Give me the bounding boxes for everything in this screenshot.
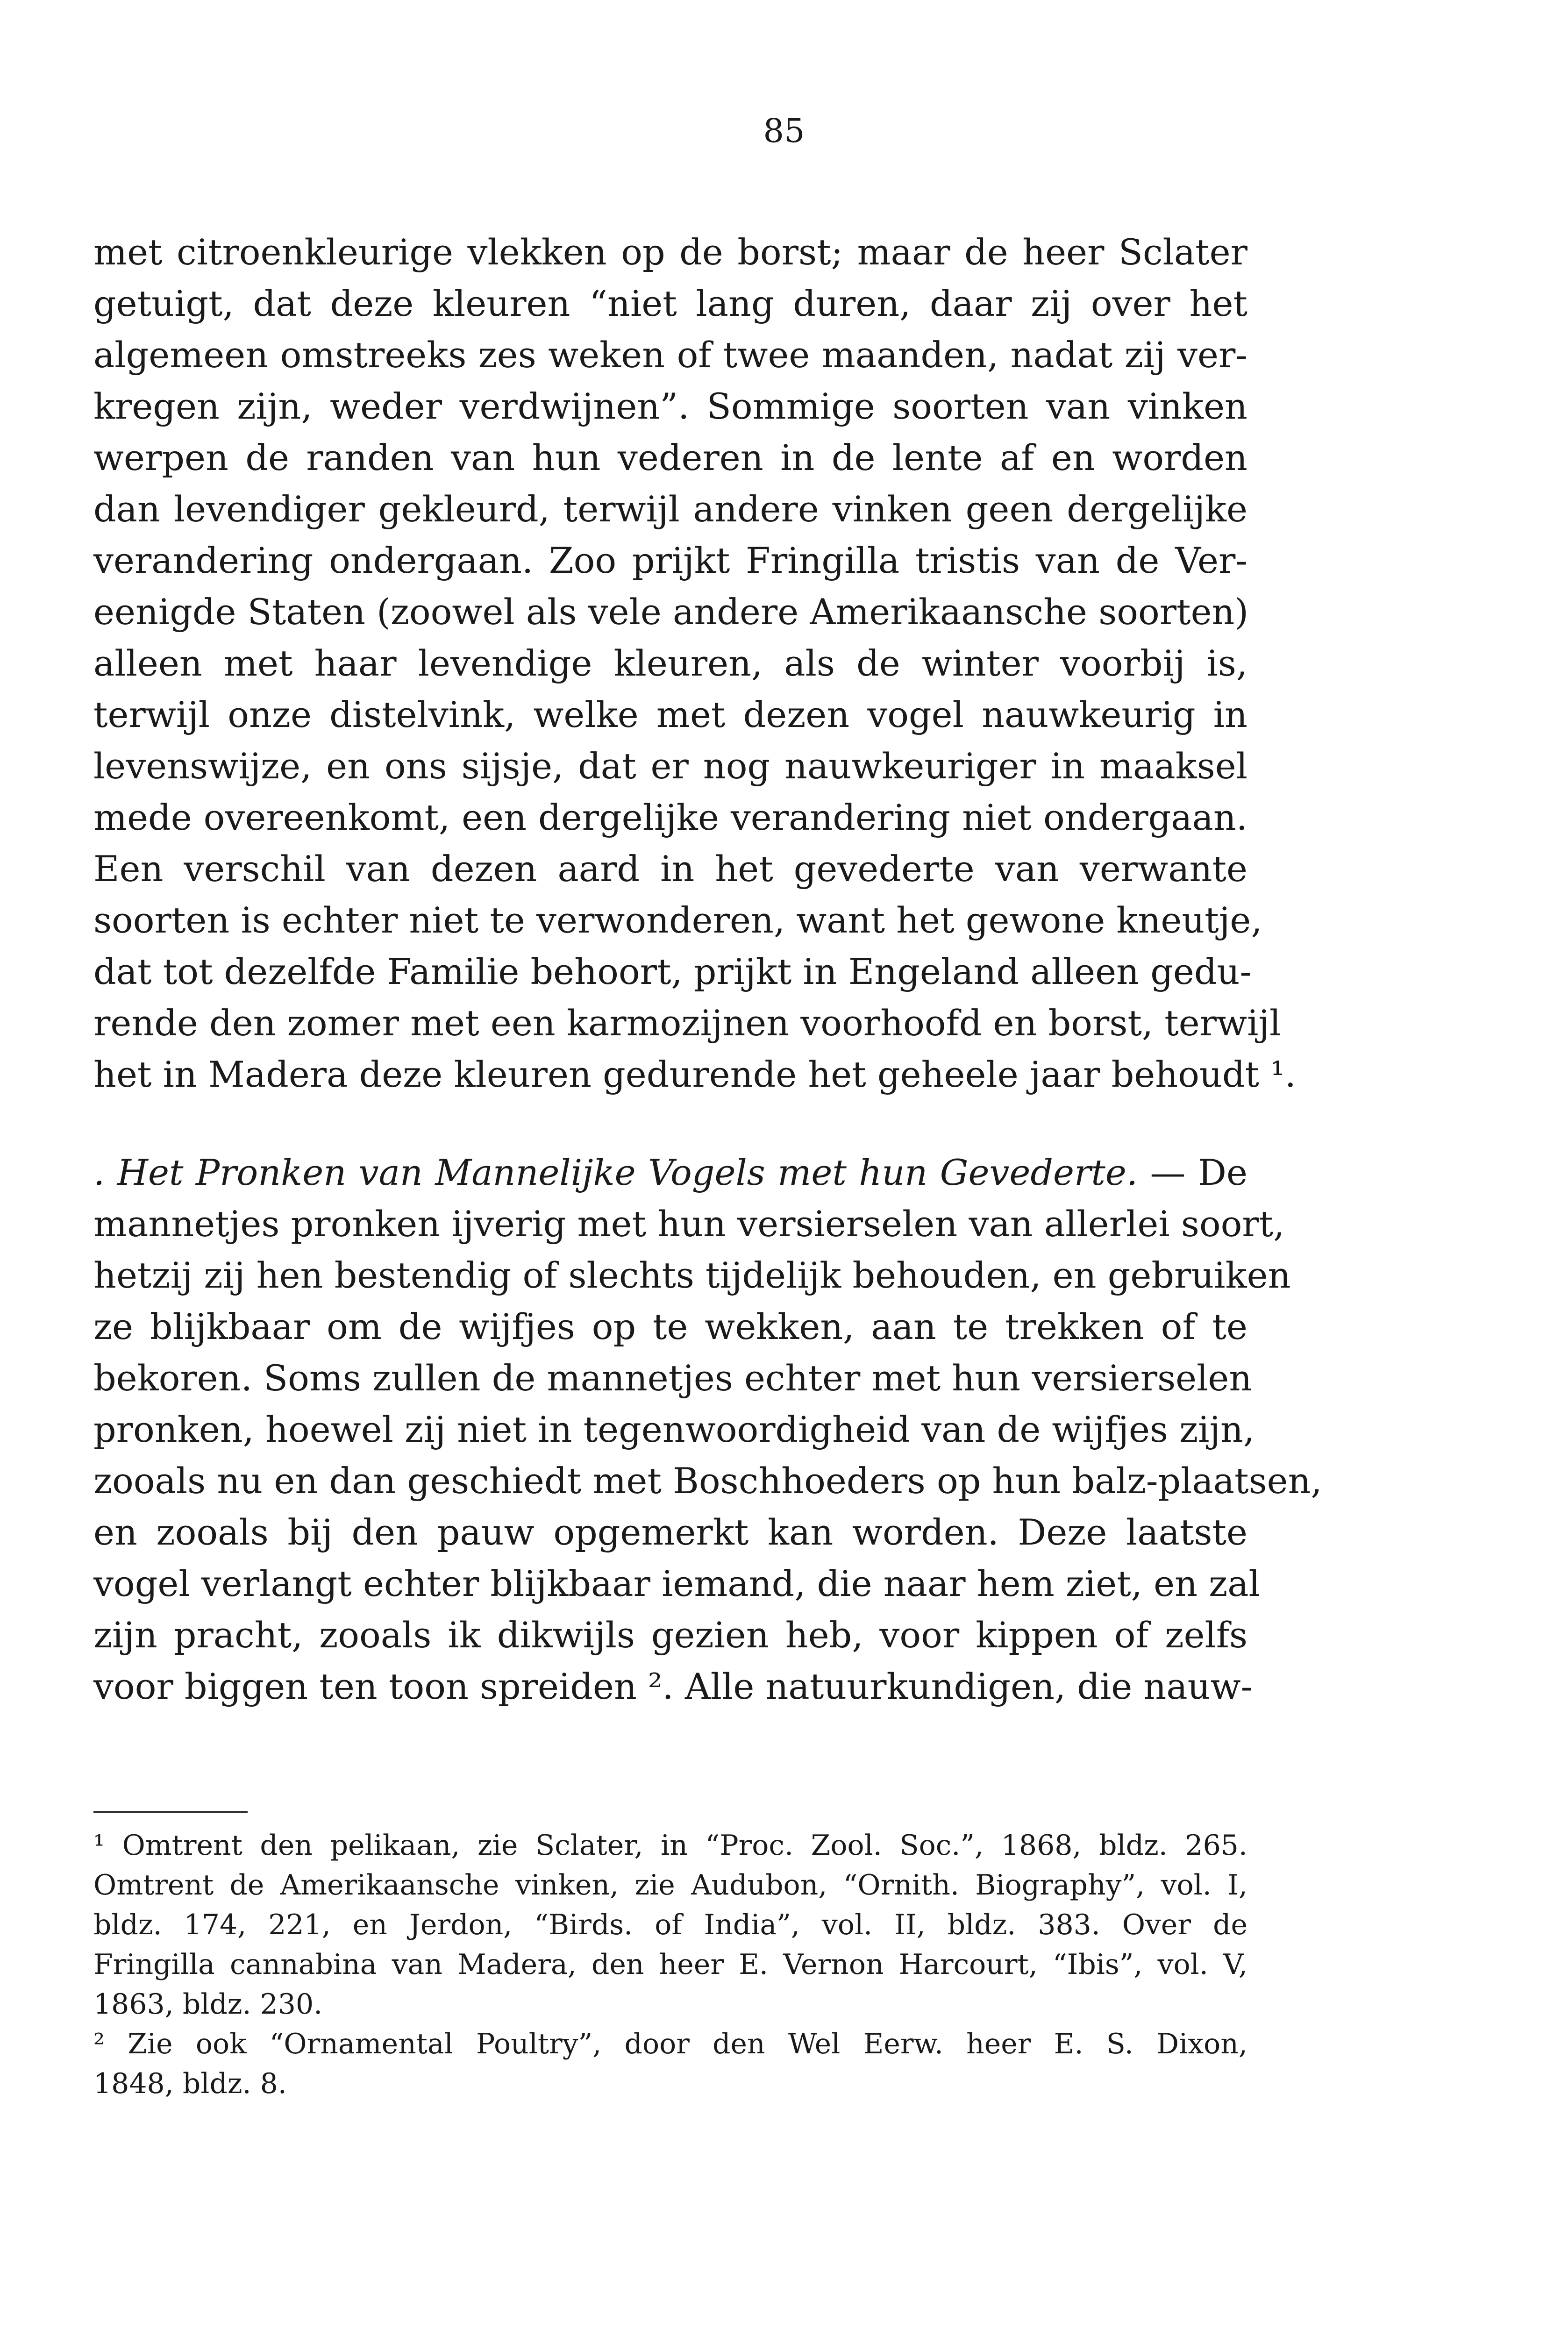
text-line: ze blijkbaar om de wijfjes op te wekken, aan te trekken of te	[93, 1306, 1247, 1347]
footnote-line: 1863, bldz. 230.	[93, 1988, 323, 2021]
footnote-line: bldz. 174, 221, en Jerdon, “Birds. of India”, vol. II, bldz. 383. Over de	[93, 1909, 1247, 1941]
text-line: soorten is echter niet te verwonderen, want het gewone kneutje,	[93, 899, 1262, 941]
text-line: alleen met haar levendige kleuren, als de winter voorbij is,	[93, 642, 1247, 684]
footnote-line: 1848, bldz. 8.	[93, 2067, 287, 2100]
text-line: bekoren. Soms zullen de mannetjes echter met hun versierselen	[93, 1357, 1252, 1399]
text-line: dan levendiger gekleurd, terwijl andere vinken geen dergelijke	[93, 488, 1247, 530]
text-line: algemeen omstreeks zes weken of twee maanden, nadat zij ver-	[93, 334, 1247, 376]
text-line: rende den zomer met een karmozijnen voorhoofd en borst, terwijl	[93, 1002, 1281, 1044]
text-line: mede overeenkomt, een dergelijke verandering niet ondergaan.	[93, 797, 1247, 838]
page-number: 85	[763, 112, 805, 150]
section-heading-tail: — De	[1150, 1152, 1247, 1193]
text-line: mannetjes pronken ijverig met hun versierselen van allerlei soort,	[93, 1203, 1285, 1245]
text-line: voor biggen ten toon spreiden ². Alle natuurkundigen, die nauw-	[93, 1666, 1253, 1707]
text-line: werpen de randen van hun vederen in de lente af en worden	[93, 437, 1247, 478]
text-line: getuigt, dat deze kleuren “niet lang duren, daar zij over het	[93, 283, 1247, 324]
section-heading-line	[93, 1149, 1247, 1196]
text-line: verandering ondergaan. Zoo prijkt Fringilla tristis van de Ver-	[93, 540, 1247, 581]
text-line: Een verschil van dezen aard in het gevederte van verwante	[93, 848, 1247, 890]
section-heading: . Het Pronken van Mannelijke Vogels met hun Gevederte.	[93, 1152, 1138, 1193]
text-line: het in Madera deze kleuren gedurende het geheele jaar behoudt ¹.	[93, 1054, 1296, 1095]
footnote-line: Fringilla cannabina van Madera, den heer E. Vernon Harcourt, “Ibis”, vol. V,	[93, 1948, 1247, 1981]
footnote-line: Omtrent de Amerikaansche vinken, zie Audubon, “Ornith. Biography”, vol. I,	[93, 1869, 1247, 1902]
text-line: vogel verlangt echter blijkbaar iemand, die naar hem ziet, en zal	[93, 1563, 1260, 1604]
text-line: eenigde Staten (zoowel als vele andere Amerikaansche soorten)	[93, 591, 1249, 633]
text-line: met citroenkleurige vlekken op de borst; maar de heer Sclater	[93, 231, 1247, 273]
text-line: levenswijze, en ons sijsje, dat er nog nauwkeuriger in maaksel	[93, 745, 1247, 787]
text-line: pronken, hoewel zij niet in tegenwoordigheid van de wijfjes zijn,	[93, 1409, 1255, 1450]
footnote-divider	[93, 1811, 248, 1813]
text-line: kregen zijn, weder verdwijnen”. Sommige soorten van vinken	[93, 385, 1247, 427]
text-line: dat tot dezelfde Familie behoort, prijkt in Engeland alleen gedu-	[93, 951, 1252, 992]
text-line: zooals nu en dan geschiedt met Boschhoeders op hun balz-plaatsen,	[93, 1460, 1322, 1502]
text-line: hetzij zij hen bestendig of slechts tijdelijk behouden, en gebruiken	[93, 1254, 1291, 1296]
text-line: zijn pracht, zooals ik dikwijls gezien heb, voor kippen of zelfs	[93, 1614, 1247, 1656]
footnote-line: ² Zie ook “Ornamental Poultry”, door den Wel Eerw. heer E. S. Dixon,	[93, 2028, 1247, 2060]
text-line: en zooals bij den pauw opgemerkt kan worden. Deze laatste	[93, 1511, 1247, 1553]
text-line: terwijl onze distelvink, welke met dezen vogel nauwkeurig in	[93, 694, 1247, 735]
footnote-line: ¹ Omtrent den pelikaan, zie Sclater, in “Proc. Zool. Soc.”, 1868, bldz. 265.	[93, 1829, 1247, 1862]
